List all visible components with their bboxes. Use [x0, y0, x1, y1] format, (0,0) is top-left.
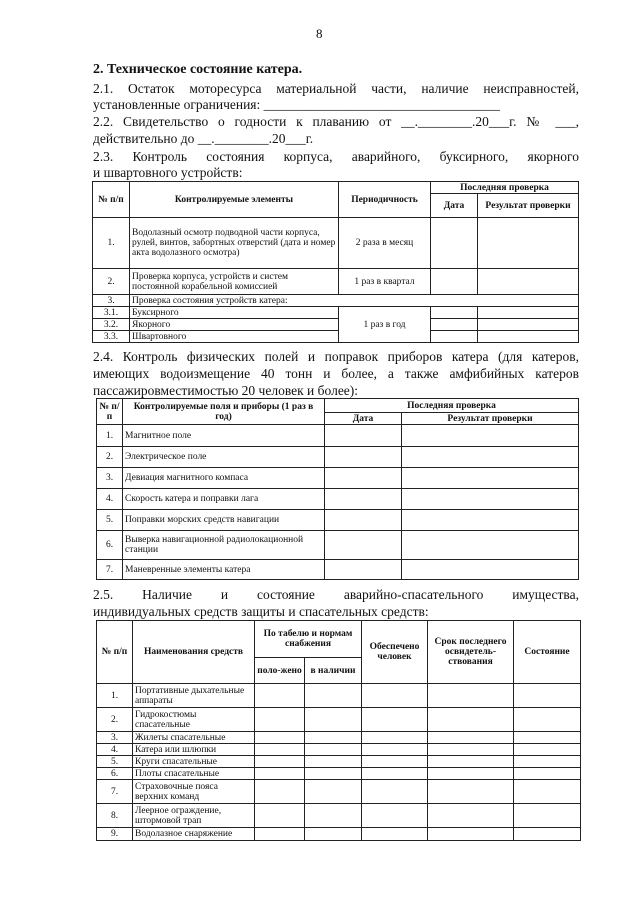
table-row	[97, 425, 579, 447]
row-available-cell[interactable]	[305, 756, 362, 768]
row-provided-cell[interactable]	[362, 828, 428, 841]
row-result-cell[interactable]	[402, 510, 579, 531]
row-state-cell[interactable]	[514, 708, 581, 732]
row-result-cell[interactable]	[478, 269, 579, 295]
table-row	[93, 319, 579, 331]
t3-header-available: в наличии	[305, 658, 362, 684]
row-state-cell[interactable]	[514, 828, 581, 841]
row-available-cell[interactable]	[305, 708, 362, 732]
table-row	[97, 756, 581, 768]
row-item: Магнитное поле	[123, 425, 325, 447]
t1-header-result: Результат проверки	[478, 194, 579, 218]
row-result-cell[interactable]	[478, 218, 579, 269]
row-date-cell[interactable]	[325, 489, 402, 510]
row-number: 2.	[97, 708, 133, 732]
t1-header-elements: Контролируемые элементы	[130, 182, 339, 218]
row-placed-cell[interactable]	[255, 744, 305, 756]
table-row	[97, 510, 579, 531]
row-result-cell[interactable]	[402, 425, 579, 447]
row-number: 4.	[97, 489, 123, 510]
t1-header-num: № п/п	[93, 182, 130, 218]
row-placed-cell[interactable]	[255, 732, 305, 744]
row-item: Проверка корпуса, устройств и систем постоянной корабельной комиссией	[130, 269, 339, 295]
t3-header-state: Состояние	[514, 621, 581, 684]
physical-fields-table	[96, 398, 579, 580]
row-term-cell[interactable]	[428, 804, 514, 828]
row-item: Проверка состояния устройств катера:	[130, 295, 579, 307]
row-placed-cell[interactable]	[255, 768, 305, 780]
t3-header-num: № п/п	[97, 621, 133, 684]
row-provided-cell[interactable]	[362, 684, 428, 708]
t1-header-last-check: Последняя проверка	[431, 182, 579, 194]
paragraph-2-2-line2: действительно до __.________.20___г.	[93, 131, 314, 146]
row-provided-cell[interactable]	[362, 780, 428, 804]
row-item: Плоты спасательные	[133, 768, 255, 780]
table-row	[97, 744, 581, 756]
row-available-cell[interactable]	[305, 828, 362, 841]
table-row	[93, 295, 579, 307]
row-available-cell[interactable]	[305, 804, 362, 828]
row-date-cell[interactable]	[325, 447, 402, 468]
row-result-cell[interactable]	[478, 319, 579, 331]
row-provided-cell[interactable]	[362, 756, 428, 768]
row-result-cell[interactable]	[402, 468, 579, 489]
t1-header-date: Дата	[431, 194, 478, 218]
row-number: 5.	[97, 510, 123, 531]
t2-header-fields: Контролируемые поля и приборы (1 раз в год)	[123, 399, 325, 425]
row-item: Жилеты спасательные	[133, 732, 255, 744]
row-term-cell[interactable]	[428, 744, 514, 756]
row-date-cell[interactable]	[325, 531, 402, 560]
row-placed-cell[interactable]	[255, 756, 305, 768]
row-date-cell[interactable]	[325, 510, 402, 531]
table-row	[97, 768, 581, 780]
row-item: Катера или шлюпки	[133, 744, 255, 756]
row-term-cell[interactable]	[428, 828, 514, 841]
table-row	[97, 708, 581, 732]
row-period: 1 раз в квартал	[339, 269, 431, 295]
row-item: Девиация магнитного компаса	[123, 468, 325, 489]
paragraph-2-3-line1: 2.3. Контроль состояния корпуса, аварийного, буксирного, якорного	[93, 149, 579, 164]
table-row	[97, 560, 579, 580]
row-available-cell[interactable]	[305, 744, 362, 756]
table-row	[97, 447, 579, 468]
row-result-cell[interactable]	[402, 489, 579, 510]
row-provided-cell[interactable]	[362, 708, 428, 732]
paragraph-2-5-line1: 2.5. Наличие и состояние аварийно-спасательного имущества,	[93, 587, 579, 602]
paragraph-2-4-line1: 2.4. Контроль физических полей и поправок приборов катера (для катеров,	[93, 349, 579, 364]
row-item: Круги спасательные	[133, 756, 255, 768]
table-row	[97, 780, 581, 804]
row-placed-cell[interactable]	[255, 804, 305, 828]
row-item: Леерное ограждение, штормовой трап	[133, 804, 255, 828]
table-row	[93, 307, 579, 319]
row-number: 7.	[97, 560, 123, 580]
paragraph-2-3-line2: и швартовного устройств:	[93, 165, 243, 180]
row-item: Буксирного	[130, 307, 339, 319]
table-row	[97, 804, 581, 828]
row-period: 1 раз в год	[339, 307, 431, 343]
row-state-cell[interactable]	[514, 732, 581, 744]
row-number: 3.3.	[93, 331, 130, 343]
row-number: 1.	[93, 218, 130, 269]
row-item: Швартовного	[130, 331, 339, 343]
paragraph-2-4-line2: имеющих водоизмещение 40 тонн и более, а также амфибийных катеров	[93, 366, 579, 381]
row-item: Маневренные элементы катера	[123, 560, 325, 580]
row-item: Выверка навигационной радиолокационной станции	[123, 531, 325, 560]
row-item: Страховочные пояса верхних команд	[133, 780, 255, 804]
row-provided-cell[interactable]	[362, 744, 428, 756]
row-provided-cell[interactable]	[362, 732, 428, 744]
table-row	[93, 218, 579, 269]
row-number: 5.	[97, 756, 133, 768]
row-number: 9.	[97, 828, 133, 841]
row-available-cell[interactable]	[305, 684, 362, 708]
t2-header-last-check: Последняя проверка	[325, 399, 579, 413]
row-date-cell[interactable]	[431, 307, 478, 319]
table-row	[97, 489, 579, 510]
row-term-cell[interactable]	[428, 768, 514, 780]
row-number: 6.	[97, 531, 123, 560]
table-row	[97, 531, 579, 560]
row-term-cell[interactable]	[428, 732, 514, 744]
t3-header-norms: По табелю и нормам снабжения	[255, 621, 362, 658]
table-row	[97, 684, 581, 708]
table-row	[97, 828, 581, 841]
t3-header-placed: поло-жено	[255, 658, 305, 684]
row-number: 3.	[97, 732, 133, 744]
row-date-cell[interactable]	[431, 331, 478, 343]
row-provided-cell[interactable]	[362, 804, 428, 828]
row-available-cell[interactable]	[305, 780, 362, 804]
row-date-cell[interactable]	[325, 425, 402, 447]
row-number: 3.	[93, 295, 130, 307]
row-item: Скорость катера и поправки лага	[123, 489, 325, 510]
t1-header-period: Периодичность	[339, 182, 431, 218]
paragraph-2-2-line1: 2.2. Свидетельство о годности к плаванию от __.________.20___г. № ___,	[93, 114, 579, 129]
row-item: Поправки морских средств навигации	[123, 510, 325, 531]
row-date-cell[interactable]	[431, 319, 478, 331]
row-result-cell[interactable]	[478, 331, 579, 343]
row-provided-cell[interactable]	[362, 768, 428, 780]
row-number: 1.	[97, 425, 123, 447]
table-row	[93, 269, 579, 295]
row-date-cell[interactable]	[325, 560, 402, 580]
row-placed-cell[interactable]	[255, 708, 305, 732]
row-state-cell[interactable]	[514, 744, 581, 756]
section-heading: 2. Техническое состояние катера.	[93, 62, 303, 77]
paragraph-2-5-line2: индивидуальных средств защиты и спасательных средств:	[93, 604, 429, 619]
row-date-cell[interactable]	[431, 218, 478, 269]
row-state-cell[interactable]	[514, 804, 581, 828]
row-number: 2.	[97, 447, 123, 468]
paragraph-2-1-line1: 2.1. Остаток моторесурса материальной части, наличие неисправностей,	[93, 81, 579, 96]
t2-header-num: № п/п	[97, 399, 123, 425]
row-number: 7.	[97, 780, 133, 804]
row-number: 4.	[97, 744, 133, 756]
t3-header-name: Наименования средств	[133, 621, 255, 684]
row-item: Водолазное снаряжение	[133, 828, 255, 841]
page-number: 8	[316, 26, 323, 41]
row-term-cell[interactable]	[428, 780, 514, 804]
paragraph-2-4-line3: пассажировместимостью 20 человек и более):	[93, 383, 359, 398]
row-number: 2.	[93, 269, 130, 295]
t2-header-result: Результат проверки	[402, 413, 579, 425]
row-date-cell[interactable]	[431, 269, 478, 295]
row-available-cell[interactable]	[305, 732, 362, 744]
hull-check-table	[92, 181, 579, 343]
table-row	[97, 732, 581, 744]
row-item: Портативные дыхательные аппараты	[133, 684, 255, 708]
row-number: 1.	[97, 684, 133, 708]
row-date-cell[interactable]	[325, 468, 402, 489]
row-result-cell[interactable]	[402, 560, 579, 580]
row-item: Якорного	[130, 319, 339, 331]
row-state-cell[interactable]	[514, 768, 581, 780]
row-state-cell[interactable]	[514, 756, 581, 768]
row-placed-cell[interactable]	[255, 684, 305, 708]
row-term-cell[interactable]	[428, 756, 514, 768]
row-number: 3.2.	[93, 319, 130, 331]
row-term-cell[interactable]	[428, 708, 514, 732]
row-period: 2 раза в месяц	[339, 218, 431, 269]
row-number: 3.1.	[93, 307, 130, 319]
table-row	[93, 331, 579, 343]
row-placed-cell[interactable]	[255, 780, 305, 804]
t3-header-term: Срок последнего освидетель-ствования	[428, 621, 514, 684]
row-item: Электрическое поле	[123, 447, 325, 468]
row-number: 6.	[97, 768, 133, 780]
row-state-cell[interactable]	[514, 684, 581, 708]
row-term-cell[interactable]	[428, 684, 514, 708]
row-placed-cell[interactable]	[255, 828, 305, 841]
row-number: 3.	[97, 468, 123, 489]
row-number: 8.	[97, 804, 133, 828]
row-result-cell[interactable]	[402, 447, 579, 468]
t3-header-provided: Обеспечено человек	[362, 621, 428, 684]
row-state-cell[interactable]	[514, 780, 581, 804]
t2-header-date: Дата	[325, 413, 402, 425]
row-item: Водолазный осмотр подводной части корпуса, рулей, винтов, забортных отверстий (дата и номер акта водолазного осмотра)	[130, 218, 339, 269]
row-available-cell[interactable]	[305, 768, 362, 780]
table-row	[97, 468, 579, 489]
rescue-equipment-table	[96, 620, 581, 841]
row-result-cell[interactable]	[478, 307, 579, 319]
paragraph-2-1-line2: установленные ограничения: ___________________________________	[93, 97, 500, 112]
row-item: Гидрокостюмы спасательные	[133, 708, 255, 732]
row-result-cell[interactable]	[402, 531, 579, 560]
